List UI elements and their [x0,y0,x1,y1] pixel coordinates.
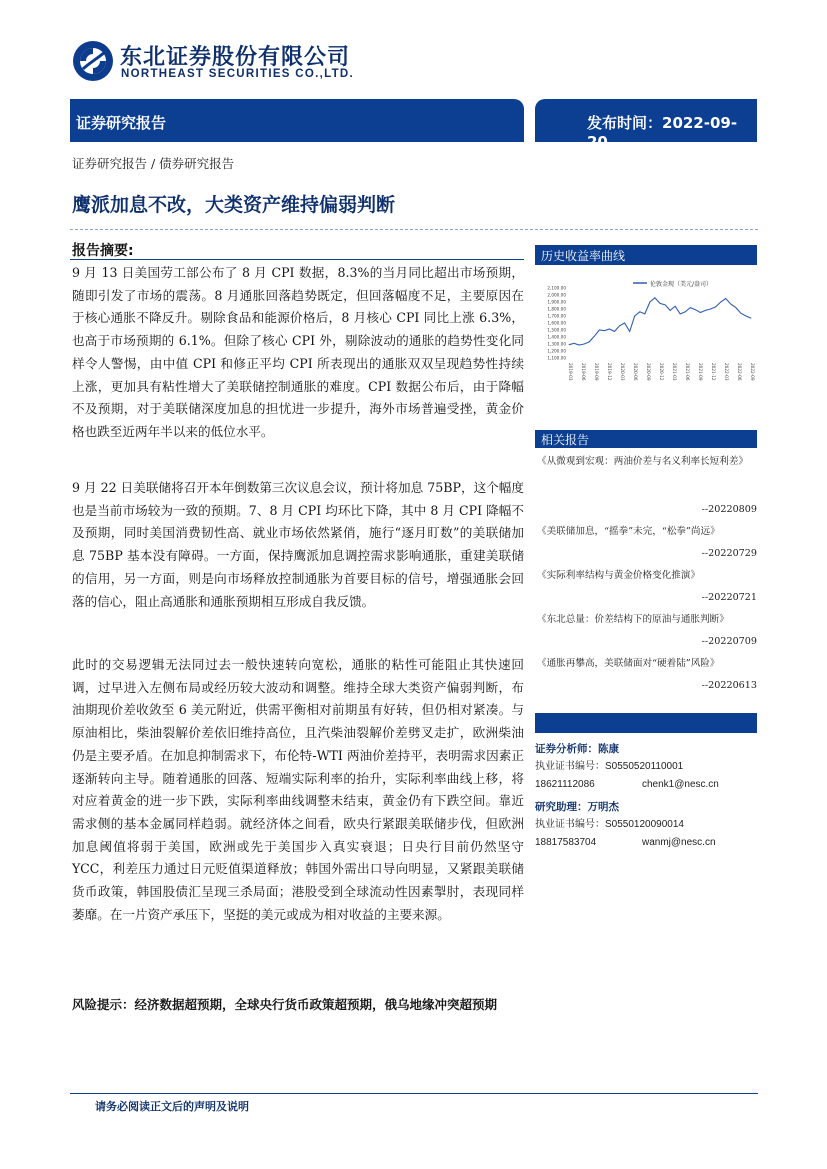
data-point [725,298,726,299]
summary-underline [70,259,524,260]
y-tick-label: 2,100.00 [547,285,566,291]
x-tick-label: 2021-09 [698,363,703,381]
related-reports-list [537,451,757,697]
data-point [574,343,575,344]
data-point [751,318,752,319]
analyst-contact [535,834,757,854]
y-tick-label: 1,900.00 [547,299,566,305]
data-point [741,313,742,314]
data-point [705,310,706,311]
analyst-cert: 执业证书编号：S0550520110001 [535,761,684,772]
summary-paragraph-1: 9 月 13 日美国劳工部公布了 8 月 CPI 数据，8.3%的当月同比超出市场预期，随即引发了市场的震荡。8 月通胀回落趋势既定，但回落幅度不足，主要原因在于核心通胀不降反升。剔除食品和能源价格后，8 月核心 CPI 同比上涨 6.3%，也高于市场预期的 6.1%。但除了核心 CPI 外，剔除波动的通胀的趋势性变化同样令人警惕，由中值 CPI 和修正平均 CPI 所表现出的通胀双双呈现趋势性持续上涨，更加具有粘性增大了美联储控制通胀的难度。CPI 数据公布后，由于降幅不及预期，对于美联储深度加息的担忧进一步提升，海外市场普遍受挫，黄金价格也跌至近两年半以来的低位水平。 [72,265,524,439]
related-reports-heading [535,430,757,448]
related-item-date: --20220613 [701,680,757,691]
y-tick-label: 1,300.00 [547,341,566,347]
legend-label: 伦敦金现（美元/盎司） [650,281,713,288]
x-tick-label: 2020-09 [646,363,651,381]
summary-heading: 报告摘要: [72,243,134,259]
report-type-label: 证券研究报告 [76,114,167,132]
title-divider [70,229,758,230]
data-point [665,304,666,305]
data-point [629,331,630,332]
x-tick-label: 2021-06 [685,363,690,381]
related-item-title[interactable]: 《通胀再攀高，美联储面对“硬着陆”风险》 [537,658,720,669]
x-tick-label: 2021-03 [672,363,677,381]
analyst-phone: 18621112086 [535,779,595,790]
data-point [624,323,625,324]
analyst-role: 研究助理：万明杰 [535,801,619,813]
y-tick-label: 1,500.00 [547,327,566,333]
data-point [680,314,681,315]
history-chart [535,266,757,386]
data-point [604,330,605,331]
data-point [655,297,656,298]
y-tick-label: 1,700.00 [547,313,566,319]
risk-label: 风险提示： [72,997,135,1012]
related-item-date: --20220709 [701,636,757,647]
data-point [695,309,696,310]
related-item-title[interactable]: 《东北总量：价差结构下的原油与通胀判断》 [537,614,729,625]
data-point [589,342,590,343]
publish-date-label: 发布时间：2022-09-20 [587,114,738,151]
summary-paragraph-2: 9 月 22 日美联储将召开本年倒数第三次议息会议，预计将加息 75BP，这个幅度也是当前市场较为一致的预期。7、8 月 CPI 均环比下降，其中 8 月 CPI 降幅不及预期，同时美国消费韧性高、就业市场依然紧俏，施行“逐月盯数”的美联储加息 75BP 基本没有障碍。一方面，保持鹰派加息调控需求影响通胀，重建美联储的信用，另一方面，则是向市场释放控制通胀为首要目标的信号，增强通胀会回落的信心，阻止高通胀和通胀预期相互形成自我反馈。 [72,480,524,609]
risk-note [72,994,524,1016]
data-point [730,304,731,305]
data-point [710,309,711,310]
related-reports-heading-label: 相关报告 [541,433,590,447]
data-point [735,307,736,308]
y-tick-label: 1,800.00 [547,306,566,312]
x-tick-label: 2019-09 [594,363,599,381]
related-item-title[interactable]: 《实际利率结构与黄金价格变化推演》 [537,570,701,581]
y-tick-label: 1,200.00 [547,348,566,354]
risk-text: 经济数据超预期，全球央行货币政策超预期，俄乌地缘冲突超预期 [134,997,498,1012]
data-point [569,344,570,345]
related-item-title[interactable]: 《美联储加息，“摇拳”未完，“松拳”尚远》 [537,526,720,537]
x-tick-label: 2021-12 [711,363,716,381]
report-type-banner [70,99,524,142]
analyst-role: 证券分析师：陈康 [535,743,619,755]
gold-price-chart [535,266,757,386]
related-item-date: --20220809 [701,504,757,515]
x-tick-label: 2019-06 [581,363,586,381]
analyst-email[interactable]: chenk1@nesc.cn [642,779,719,790]
data-point [594,336,595,337]
breadcrumb: 证券研究报告 / 债券研究报告 [72,156,235,171]
related-item-date: --20220721 [701,592,757,603]
data-point [690,307,691,308]
data-point [609,329,610,330]
company-name-en: NORTHEAST SECURITIES CO.,LTD. [121,68,354,80]
x-tick-label: 2020-03 [620,363,625,381]
data-point [715,307,716,308]
data-point [685,311,686,312]
data-point [614,331,615,332]
x-tick-label: 2020-12 [659,363,664,381]
data-point [599,330,600,331]
y-tick-label: 2,000.00 [547,292,566,298]
x-tick-label: 2022-06 [737,363,742,381]
analyst-block [535,740,757,854]
history-chart-heading-label: 历史收益率曲线 [541,249,626,263]
y-tick-label: 1,600.00 [547,320,566,326]
footer-divider [70,1093,758,1094]
x-tick-label: 2022-09 [750,363,755,381]
related-item-title[interactable]: 《从微观到宏观：两油价差与名义利率长短利差》 [537,456,749,467]
data-point [675,306,676,307]
data-point [584,344,585,345]
footer-disclaimer-note: 请务必阅读正文后的声明及说明 [95,1100,249,1113]
y-tick-label: 1,400.00 [547,334,566,340]
analyst-contact [535,776,757,796]
data-point [650,302,651,303]
x-tick-label: 2020-06 [633,363,638,381]
analyst-cert: 执业证书编号：S0550120090014 [535,819,684,830]
related-item[interactable] [537,451,757,499]
publish-date-banner [535,99,757,151]
x-tick-label: 2022-03 [724,363,729,381]
related-item-date: --20220729 [701,548,757,559]
logo-icon [72,40,114,82]
data-point [746,316,747,317]
company-logo [72,40,114,82]
series-line [569,298,751,345]
analyst-email[interactable]: wanmj@nesc.cn [642,837,716,848]
summary-paragraph-3: 此时的交易逻辑无法同过去一般快速转向宽松，通胀的粘性可能阻止其快速回调，过早进入左侧布局或经历较大波动和调整。维持全球大类资产偏弱判断，布油期现价差收敛至 6 美元附近，供需平衡相对前期虽有好转，但仍相对紧凑。与原油相比，柴油裂解价差依旧维持高位，且汽柴油裂解价差劈叉走扩，欧洲柴油仍是主要矛盾。在加息抑制需求下，布伦特-WTI 两油价差持平，表明需求因素正逐渐转向主导。随着通胀的回落、短端实际利率的抬升，实际利率曲线上移，将对应着黄金的进一步下跌，实际利率曲线调整未结束，黄金仍有下跌空间。靠近需求侧的基本金属同样趋弱。就经济体之间看，欧央行紧跟美联储步伐，但欧洲加息阈值将弱于美国，欧洲或先于美国步入真实衰退；日央行目前仍然坚守 YCC，利差压力通过日元贬值渠道释放；韩国外需出口导向明显，又紧跟美联储货币政策，韩国股债汇呈现三杀局面；港股受到全球流动性因素掣肘，表现同样萎靡。在一片资产承压下，坚挺的美元或成为相对收益的主要来源。 [72,657,524,922]
company-name-cn: 东北证券股份有限公司 [120,45,351,70]
analyst-section-bar [535,713,757,733]
data-point [700,312,701,313]
page-title: 鹰派加息不改，大类资产维持偏弱判断 [72,194,396,216]
data-point [644,314,645,315]
history-chart-heading [535,245,757,265]
data-point [660,303,661,304]
data-point [670,310,671,311]
analyst-phone: 18817583704 [535,837,597,848]
data-point [579,345,580,346]
y-tick-label: 1,100.00 [547,355,566,361]
data-point [639,311,640,312]
data-point [619,325,620,326]
data-point [634,316,635,317]
x-tick-label: 2019-03 [568,363,573,381]
x-tick-label: 2019-12 [607,363,612,381]
data-point [720,302,721,303]
